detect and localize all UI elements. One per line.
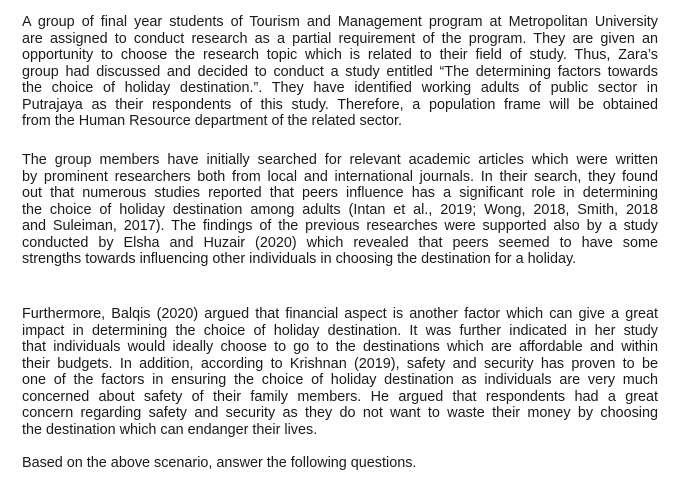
paragraph-scenario-intro	[22, 14, 658, 130]
paragraph-line: impact in determining the choice of holiday destination. It was further indicated in her study	[22, 322, 658, 339]
paragraph-line: Furthermore, Balqis (2020) argued that financial aspect is another factor which can give a great	[22, 306, 658, 322]
paragraph-literature-financial-safety	[22, 306, 658, 438]
paragraph-line: from the Human Resource department of the related sector.	[22, 113, 402, 129]
paragraph-line: the choice of holiday destination among adults (Intan et al., 2019; Wong, 2018, Smith, 2018	[22, 201, 658, 218]
paragraph-line: the choice of holiday destination.”. They have identified working adults of public sector in	[22, 80, 658, 96]
paragraph-line: concerned about safety of their family members. He argued that respondents had a great	[22, 388, 658, 405]
paragraph-line: A group of final year students of Tourism and Management program at Metropolitan University	[22, 14, 658, 30]
paragraph-line: the destination which can endanger their lives.	[22, 421, 318, 438]
paragraph-line: out that numerous studies reported that peers influence has a significant role in determining	[22, 185, 658, 201]
paragraph-line: Based on the above scenario, answer the following questions.	[22, 455, 417, 471]
paragraph-line: by prominent researchers both from local and international journals. In their search, they found	[22, 168, 658, 185]
paragraph-line: concern regarding safety and security as they do not want to waste their money by choosing	[22, 405, 658, 421]
paragraph-line: The group members have initially searched for relevant academic articles which were written	[22, 152, 658, 168]
paragraph-line: opportunity to choose the research topic which is related to their field of study. Thus, Zara’s	[22, 47, 658, 63]
paragraph-line: and Suleiman, 2017). The findings of the previous researches were supported also by a study	[22, 218, 658, 234]
paragraph-line: Putrajaya as their respondents of this study. Therefore, a population frame will be obtained	[22, 96, 658, 113]
paragraph-line: conducted by Elsha and Huzair (2020) which revealed that peers seemed to have some	[22, 234, 658, 251]
paragraph-line: their budgets. In addition, according to Krishnan (2019), safety and security has proven to be	[22, 355, 658, 372]
paragraph-instruction	[22, 455, 658, 472]
paragraph-line: strengths towards influencing other individuals in choosing the destination for a holiday.	[22, 251, 577, 267]
paragraph-line: group had discussed and decided to conduct a study entitled “The determining factors towards	[22, 63, 658, 80]
paragraph-line: one of the factors in ensuring the choice of holiday destination as individuals are very much	[22, 372, 658, 388]
paragraph-line: are assigned to conduct research as a partial requirement of the program. They are given an	[22, 30, 658, 47]
paragraph-literature-peers	[22, 152, 658, 268]
paragraph-line: that individuals would ideally choose to go to the destinations which are affordable and within	[22, 339, 658, 355]
